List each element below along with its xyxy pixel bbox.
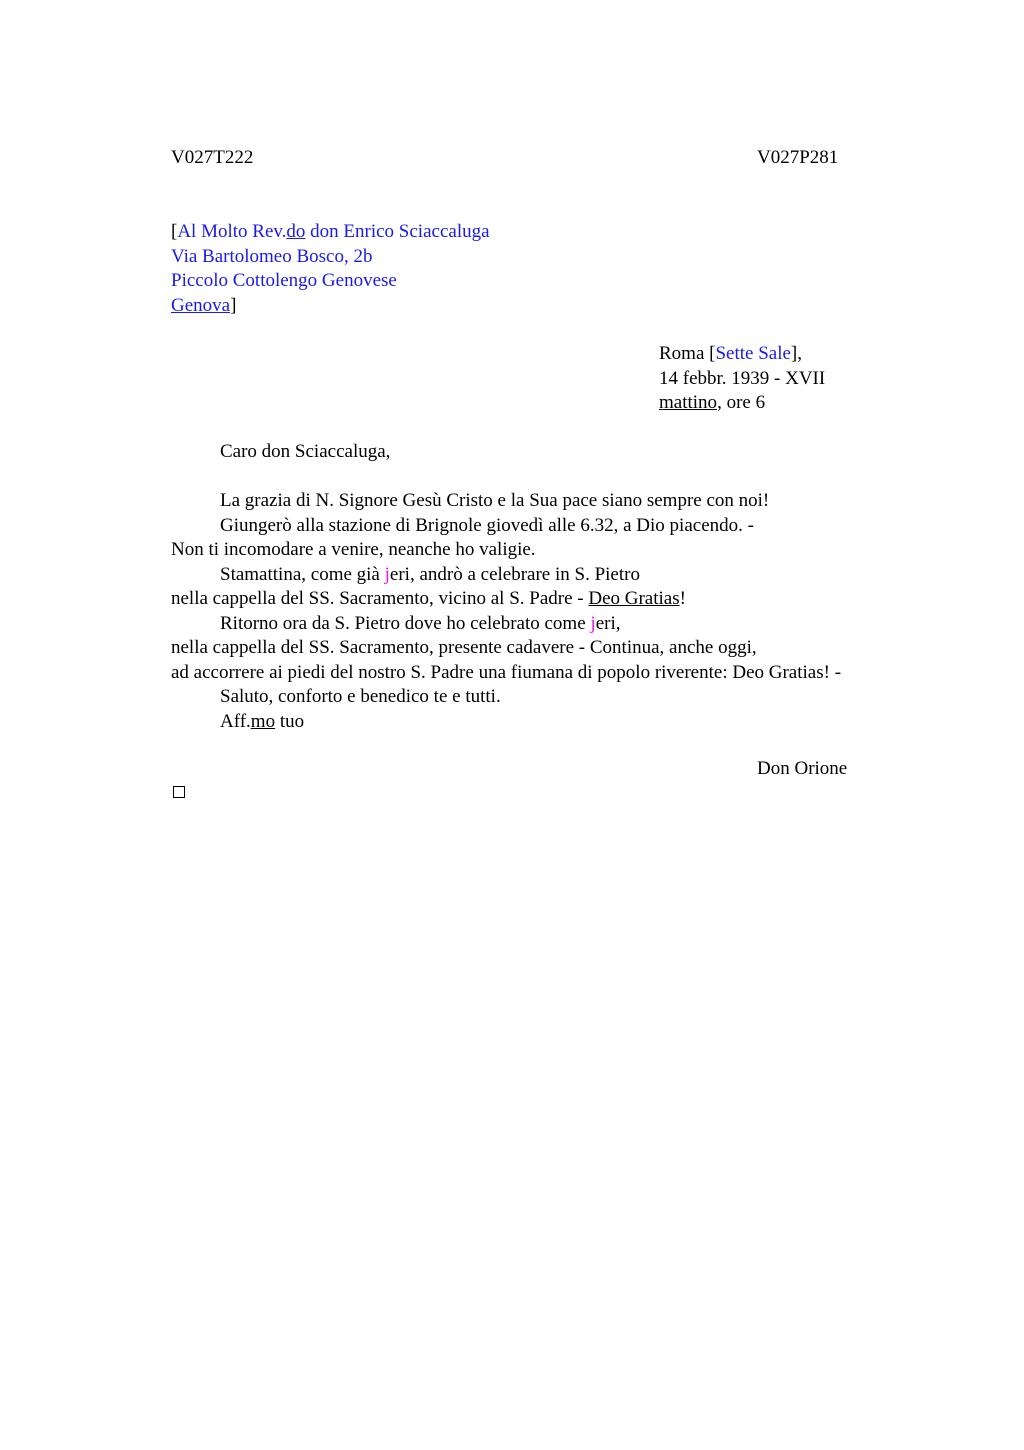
address-block	[171, 220, 490, 318]
body-paragraph-1: La grazia di N. Signore Gesù Cristo e la Sua pace siano sempre con noi!	[220, 490, 770, 511]
dateline-place-close: ],	[790, 343, 802, 364]
dateline-city: Roma [	[659, 343, 716, 364]
body-paragraph-3-line-1	[171, 563, 841, 588]
body-paragraph-5: Saluto, conforto e benedico te e tutti.	[220, 686, 501, 707]
body-paragraph-4-line-2: nella cappella del SS. Sacramento, presente cadavere - Continua, anche oggi,	[171, 637, 757, 658]
dateline-time-morning: mattino	[659, 392, 718, 413]
text-span: nella cappella del SS. Sacramento, vicino al S. Padre -	[171, 588, 589, 609]
letter-body	[171, 489, 841, 734]
body-paragraph-2-line-1: Giungerò alla stazione di Brignole giovedì alle 6.32, a Dio piacendo. -	[220, 514, 754, 536]
signature: Don Orione	[757, 758, 848, 779]
body-paragraph-4-line-1	[171, 612, 841, 637]
variant-letter-j: j	[590, 612, 596, 634]
text-span: eri, andrò a celebrare in S. Pietro	[389, 563, 640, 585]
body-paragraph-4-line-3: ad accorrere ai piedi del nostro S. Padre una fiumana di popolo riverente: Deo Gratias! -	[171, 661, 842, 683]
text-span: Ritorno ora da S. Pietro dove ho celebrato come	[220, 612, 591, 634]
dateline-time	[659, 391, 825, 416]
text-span: !	[679, 588, 686, 609]
dateline-time-hour: , ore 6	[717, 392, 766, 413]
deo-gratias-underlined: Deo Gratias	[588, 588, 680, 609]
text-span: eri,	[595, 612, 621, 634]
address-recipient-title: Al Molto Rev.	[177, 221, 287, 242]
address-city: Genova	[171, 294, 231, 316]
salutation: Caro don Sciaccaluga,	[220, 441, 391, 462]
end-marker-box-icon	[173, 786, 185, 798]
text-span: Aff.	[220, 710, 251, 732]
address-line-4	[171, 294, 490, 319]
address-recipient-name: don Enrico Sciaccaluga	[305, 221, 490, 242]
dateline-place-name: Sette Sale	[715, 343, 791, 364]
document-code-right: V027P281	[757, 147, 839, 168]
closing	[171, 710, 841, 735]
body-paragraph-3-line-2	[171, 587, 841, 612]
dateline	[659, 342, 825, 416]
address-line-3: Piccolo Cottolengo Genovese	[171, 270, 397, 291]
open-bracket: [	[171, 221, 178, 242]
variant-letter-j: j	[384, 563, 390, 585]
text-span: tuo	[275, 710, 305, 732]
text-span: Stamattina, come già	[220, 563, 385, 585]
body-paragraph-2-line-2: Non ti incomodare a venire, neanche ho valigie.	[171, 539, 536, 560]
dateline-date: 14 febbr. 1939 - XVII	[659, 367, 826, 389]
address-superscript-do: do	[286, 221, 306, 242]
document-code-left: V027T222	[171, 147, 254, 168]
dateline-place	[659, 342, 825, 367]
address-line-2: Via Bartolomeo Bosco, 2b	[171, 245, 373, 267]
address-line-1	[171, 220, 490, 245]
close-bracket: ]	[230, 294, 237, 316]
closing-superscript-mo: mo	[250, 710, 276, 732]
